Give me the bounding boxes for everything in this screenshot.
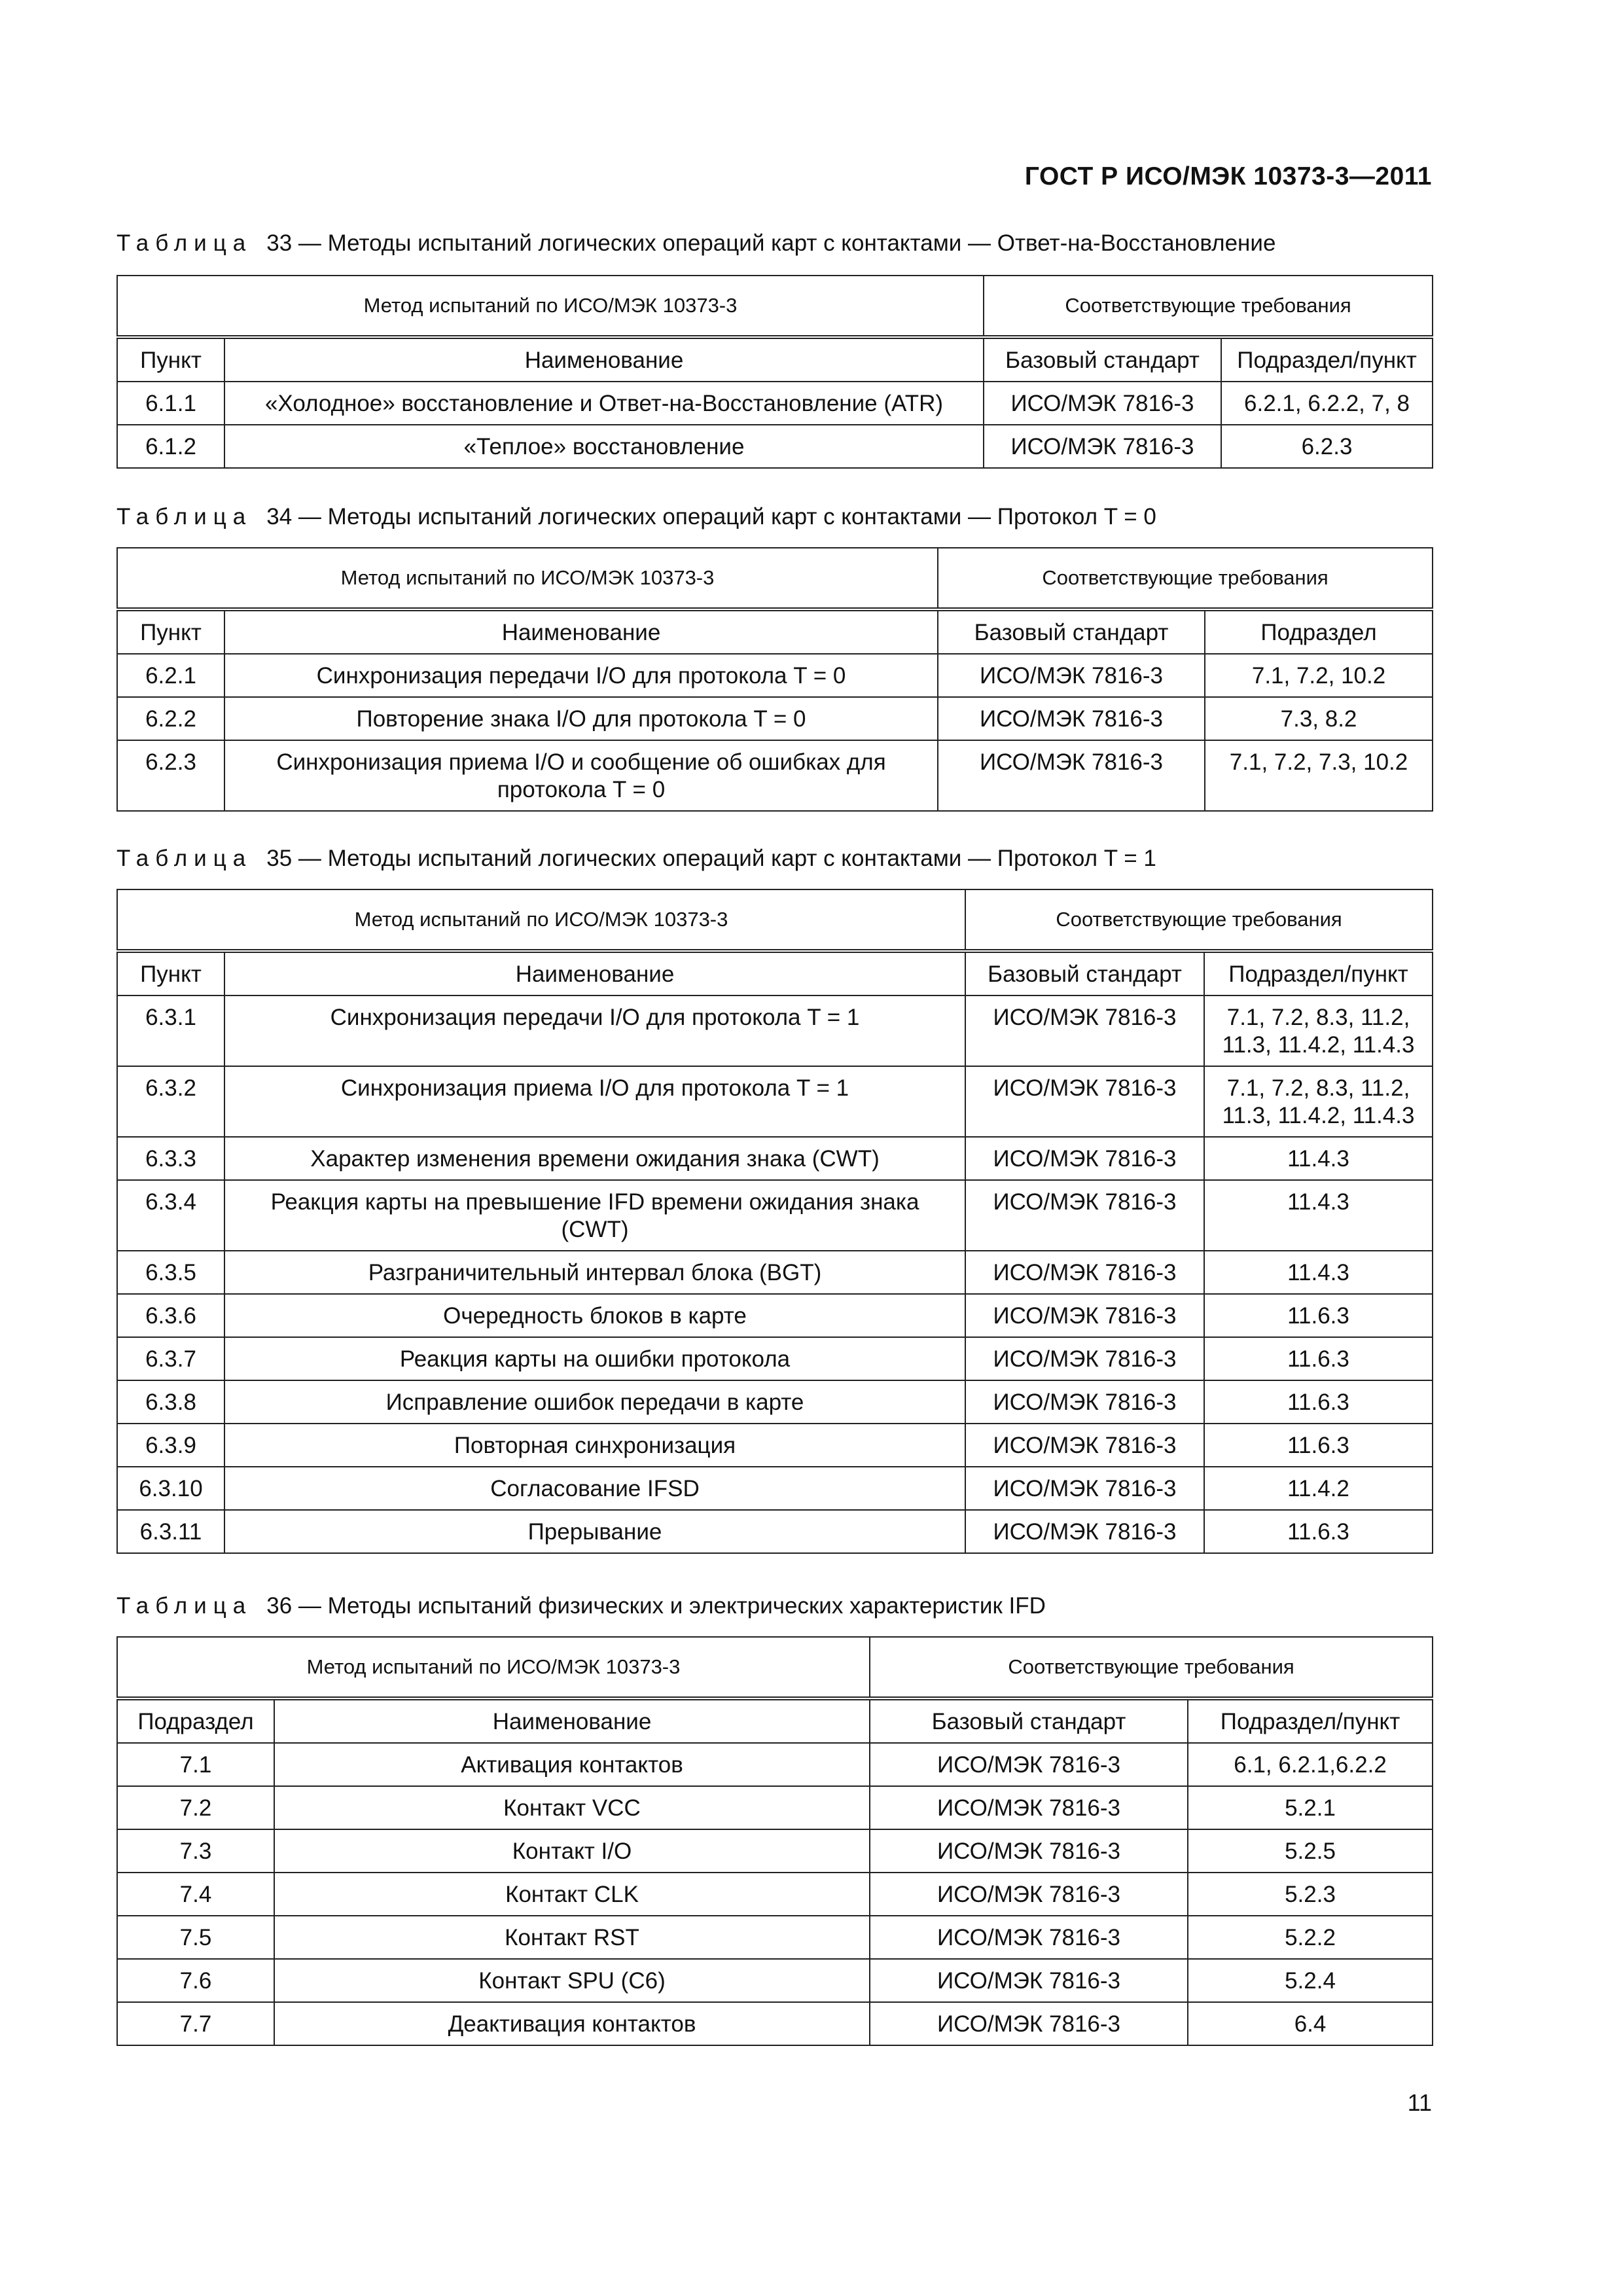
table-cell: Исправление ошибок передачи в карте bbox=[224, 1380, 965, 1424]
table-cell: 6.4 bbox=[1188, 2002, 1433, 2045]
table-cell: 7.4 bbox=[117, 1873, 274, 1916]
table-cell: 6.2.2 bbox=[117, 697, 224, 740]
table-cell: 6.2.3 bbox=[117, 740, 224, 811]
column-header: Подраздел/пункт bbox=[1188, 1698, 1433, 1743]
table-row bbox=[117, 2002, 1433, 2045]
table-cell: Согласование IFSD bbox=[224, 1467, 965, 1510]
table-row bbox=[117, 1510, 1433, 1553]
table-caption bbox=[116, 846, 1156, 872]
table-cell: Контакт CLK bbox=[274, 1873, 870, 1916]
table-row bbox=[117, 1916, 1433, 1959]
table-cell: 11.6.3 bbox=[1204, 1294, 1433, 1337]
table-cell: Синхронизация передачи I/O для протокола T = 1 bbox=[224, 996, 965, 1066]
table-label: Таблица bbox=[116, 504, 253, 529]
table-cell: Прерывание bbox=[224, 1510, 965, 1553]
column-header: Подраздел/пункт bbox=[1204, 951, 1433, 996]
table-cell: 6.2.3 bbox=[1221, 425, 1433, 468]
table-cell: ИСО/МЭК 7816-3 bbox=[870, 2002, 1188, 2045]
table-cell: ИСО/МЭК 7816-3 bbox=[870, 1829, 1188, 1873]
table-34 bbox=[116, 547, 1433, 812]
table-cell: 6.3.8 bbox=[117, 1380, 224, 1424]
table-row bbox=[117, 1180, 1433, 1251]
table-cell: 5.2.4 bbox=[1188, 1959, 1433, 2002]
table-cell: 7.3, 8.2 bbox=[1205, 697, 1433, 740]
table-cell: ИСО/МЭК 7816-3 bbox=[965, 996, 1204, 1066]
column-header: Базовый стандарт bbox=[870, 1698, 1188, 1743]
table-35 bbox=[116, 889, 1433, 1554]
table-cell: Контакт RST bbox=[274, 1916, 870, 1959]
table-cell: Контакт VCC bbox=[274, 1786, 870, 1829]
table-cell: 6.3.9 bbox=[117, 1424, 224, 1467]
table-cell: ИСО/МЭК 7816-3 bbox=[870, 1786, 1188, 1829]
column-header: Подраздел bbox=[1205, 609, 1433, 654]
table-label: Таблица bbox=[116, 1593, 253, 1619]
table-cell: 6.3.6 bbox=[117, 1294, 224, 1337]
group-header-requirements: Соответствующие требования bbox=[870, 1637, 1433, 1698]
table-caption bbox=[116, 504, 1156, 530]
table-cell: Контакт SPU (C6) bbox=[274, 1959, 870, 2002]
column-header: Подраздел/пункт bbox=[1221, 337, 1433, 382]
table-cell: ИСО/МЭК 7816-3 bbox=[965, 1251, 1204, 1294]
table-row bbox=[117, 1786, 1433, 1829]
column-header: Наименование bbox=[224, 951, 965, 996]
table-cell: ИСО/МЭК 7816-3 bbox=[870, 1916, 1188, 1959]
table-cell: ИСО/МЭК 7816-3 bbox=[938, 654, 1205, 697]
table-33 bbox=[116, 275, 1433, 469]
group-header-method: Метод испытаний по ИСО/МЭК 10373-3 bbox=[117, 548, 938, 609]
table-cell: Повторение знака I/O для протокола T = 0 bbox=[224, 697, 938, 740]
table-cell: ИСО/МЭК 7816-3 bbox=[870, 1873, 1188, 1916]
table-cell: Деактивация контактов bbox=[274, 2002, 870, 2045]
table-cell: 6.3.10 bbox=[117, 1467, 224, 1510]
table-label: Таблица bbox=[116, 846, 253, 871]
table-cell: 5.2.3 bbox=[1188, 1873, 1433, 1916]
table-cell: 6.2.1 bbox=[117, 654, 224, 697]
table-cell: «Теплое» восстановление bbox=[224, 425, 984, 468]
column-header: Базовый стандарт bbox=[938, 609, 1205, 654]
table-cell: 7.1 bbox=[117, 1743, 274, 1786]
table-row bbox=[117, 1829, 1433, 1873]
table-cell: Контакт I/O bbox=[274, 1829, 870, 1873]
table-cell: 7.1, 7.2, 7.3, 10.2 bbox=[1205, 740, 1433, 811]
table-cell: ИСО/МЭК 7816-3 bbox=[965, 1424, 1204, 1467]
table-row bbox=[117, 1337, 1433, 1380]
table-row bbox=[117, 996, 1433, 1066]
table-row bbox=[117, 382, 1433, 425]
table-cell: 11.6.3 bbox=[1204, 1337, 1433, 1380]
table-row bbox=[117, 1251, 1433, 1294]
document-code: ГОСТ Р ИСО/МЭК 10373-3—2011 bbox=[1024, 162, 1432, 190]
table-cell: Активация контактов bbox=[274, 1743, 870, 1786]
table-row bbox=[117, 1066, 1433, 1137]
table-cell: 11.4.3 bbox=[1204, 1180, 1433, 1251]
table-cell: 6.1, 6.2.1,6.2.2 bbox=[1188, 1743, 1433, 1786]
table-caption-text: 36 — Методы испытаний физических и электрических характеристик IFD bbox=[266, 1593, 1046, 1619]
table-cell: Разграничительный интервал блока (BGT) bbox=[224, 1251, 965, 1294]
table-cell: Характер изменения времени ожидания знака (CWT) bbox=[224, 1137, 965, 1180]
table-cell: 5.2.2 bbox=[1188, 1916, 1433, 1959]
table-cell: 7.6 bbox=[117, 1959, 274, 2002]
column-header: Пункт bbox=[117, 951, 224, 996]
table-cell: 6.1.2 bbox=[117, 425, 224, 468]
table-cell: 11.6.3 bbox=[1204, 1424, 1433, 1467]
table-cell: ИСО/МЭК 7816-3 bbox=[965, 1066, 1204, 1137]
column-header-row bbox=[117, 951, 1433, 996]
table-cell: Синхронизация приема I/O и сообщение об ошибках для протокола T = 0 bbox=[224, 740, 938, 811]
table-cell: 7.2 bbox=[117, 1786, 274, 1829]
table-cell: ИСО/МЭК 7816-3 bbox=[965, 1180, 1204, 1251]
table-cell: 7.5 bbox=[117, 1916, 274, 1959]
group-header-method: Метод испытаний по ИСО/МЭК 10373-3 bbox=[117, 1637, 870, 1698]
group-header-requirements: Соответствующие требования bbox=[938, 548, 1433, 609]
table-cell: Повторная синхронизация bbox=[224, 1424, 965, 1467]
table-cell: 6.3.4 bbox=[117, 1180, 224, 1251]
column-header: Пункт bbox=[117, 609, 224, 654]
table-row bbox=[117, 1467, 1433, 1510]
table-cell: Синхронизация приема I/O для протокола T = 1 bbox=[224, 1066, 965, 1137]
table-cell: 7.3 bbox=[117, 1829, 274, 1873]
table-cell: 7.1, 7.2, 8.3, 11.2, 11.3, 11.4.2, 11.4.3 bbox=[1204, 1066, 1433, 1137]
table-cell: 6.3.2 bbox=[117, 1066, 224, 1137]
page-number: 11 bbox=[1407, 2089, 1432, 2116]
table-label: Таблица bbox=[116, 230, 253, 256]
column-header: Наименование bbox=[274, 1698, 870, 1743]
table-caption-text: 34 — Методы испытаний логических операций карт с контактами — Протокол T = 0 bbox=[266, 504, 1156, 529]
table-row bbox=[117, 1743, 1433, 1786]
table-cell: 7.7 bbox=[117, 2002, 274, 2045]
column-header: Базовый стандарт bbox=[984, 337, 1221, 382]
column-header-row bbox=[117, 337, 1433, 382]
table-cell: 6.2.1, 6.2.2, 7, 8 bbox=[1221, 382, 1433, 425]
table-cell: 6.3.1 bbox=[117, 996, 224, 1066]
table-row bbox=[117, 654, 1433, 697]
table-caption-text: 33 — Методы испытаний логических операций карт с контактами — Ответ-на-Восстановление bbox=[266, 230, 1276, 256]
table-cell: ИСО/МЭК 7816-3 bbox=[965, 1137, 1204, 1180]
table-cell: 11.4.3 bbox=[1204, 1137, 1433, 1180]
table-row bbox=[117, 1294, 1433, 1337]
table-cell: Очередность блоков в карте bbox=[224, 1294, 965, 1337]
table-cell: 11.4.3 bbox=[1204, 1251, 1433, 1294]
table-caption-text: 35 — Методы испытаний логических операций карт с контактами — Протокол T = 1 bbox=[266, 846, 1156, 871]
table-cell: 11.4.2 bbox=[1204, 1467, 1433, 1510]
table-cell: Реакция карты на ошибки протокола bbox=[224, 1337, 965, 1380]
table-cell: ИСО/МЭК 7816-3 bbox=[965, 1294, 1204, 1337]
column-header-row bbox=[117, 609, 1433, 654]
table-cell: ИСО/МЭК 7816-3 bbox=[938, 697, 1205, 740]
column-header: Подраздел bbox=[117, 1698, 274, 1743]
table-cell: 5.2.1 bbox=[1188, 1786, 1433, 1829]
table-cell: ИСО/МЭК 7816-3 bbox=[938, 740, 1205, 811]
column-header: Наименование bbox=[224, 337, 984, 382]
table-cell: ИСО/МЭК 7816-3 bbox=[870, 1959, 1188, 2002]
table-cell: ИСО/МЭК 7816-3 bbox=[984, 425, 1221, 468]
table-cell: 7.1, 7.2, 8.3, 11.2, 11.3, 11.4.2, 11.4.3 bbox=[1204, 996, 1433, 1066]
table-cell: ИСО/МЭК 7816-3 bbox=[870, 1743, 1188, 1786]
table-cell: 6.3.5 bbox=[117, 1251, 224, 1294]
table-row bbox=[117, 1959, 1433, 2002]
table-row bbox=[117, 1424, 1433, 1467]
table-row bbox=[117, 740, 1433, 811]
column-header: Базовый стандарт bbox=[965, 951, 1204, 996]
table-cell: Реакция карты на превышение IFD времени ожидания знака (CWT) bbox=[224, 1180, 965, 1251]
table-row bbox=[117, 1380, 1433, 1424]
group-header-method: Метод испытаний по ИСО/МЭК 10373-3 bbox=[117, 276, 984, 337]
table-36 bbox=[116, 1636, 1433, 2046]
group-header-requirements: Соответствующие требования bbox=[965, 889, 1433, 951]
group-header-method: Метод испытаний по ИСО/МЭК 10373-3 bbox=[117, 889, 965, 951]
table-cell: «Холодное» восстановление и Ответ-на-Восстановление (ATR) bbox=[224, 382, 984, 425]
table-cell: 6.3.3 bbox=[117, 1137, 224, 1180]
table-cell: Синхронизация передачи I/O для протокола T = 0 bbox=[224, 654, 938, 697]
table-row bbox=[117, 425, 1433, 468]
table-cell: ИСО/МЭК 7816-3 bbox=[965, 1380, 1204, 1424]
table-caption bbox=[116, 1593, 1046, 1619]
table-cell: ИСО/МЭК 7816-3 bbox=[965, 1467, 1204, 1510]
table-cell: 11.6.3 bbox=[1204, 1380, 1433, 1424]
table-row bbox=[117, 1873, 1433, 1916]
table-cell: ИСО/МЭК 7816-3 bbox=[965, 1510, 1204, 1553]
group-header-requirements: Соответствующие требования bbox=[984, 276, 1433, 337]
table-cell: 7.1, 7.2, 10.2 bbox=[1205, 654, 1433, 697]
column-header-row bbox=[117, 1698, 1433, 1743]
table-row bbox=[117, 697, 1433, 740]
table-row bbox=[117, 1137, 1433, 1180]
table-cell: 5.2.5 bbox=[1188, 1829, 1433, 1873]
table-caption bbox=[116, 230, 1275, 257]
table-cell: 11.6.3 bbox=[1204, 1510, 1433, 1553]
table-cell: 6.3.11 bbox=[117, 1510, 224, 1553]
table-cell: 6.3.7 bbox=[117, 1337, 224, 1380]
table-cell: ИСО/МЭК 7816-3 bbox=[965, 1337, 1204, 1380]
table-cell: ИСО/МЭК 7816-3 bbox=[984, 382, 1221, 425]
table-cell: 6.1.1 bbox=[117, 382, 224, 425]
column-header: Наименование bbox=[224, 609, 938, 654]
column-header: Пункт bbox=[117, 337, 224, 382]
